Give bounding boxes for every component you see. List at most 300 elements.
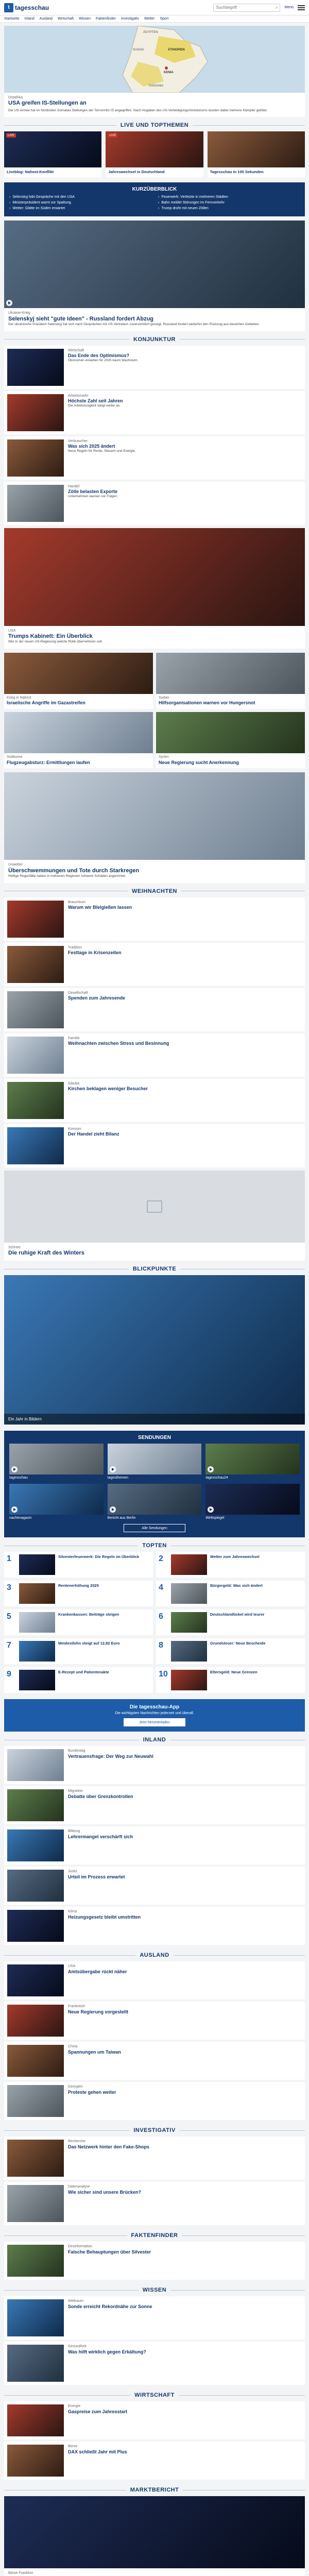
topten-rank: 10 [159, 1670, 168, 1679]
topten-image [171, 1554, 207, 1575]
grid-title[interactable]: Israelische Angriffe im Gazastreifen [7, 700, 85, 706]
nav-item-6[interactable]: Investigativ [121, 17, 139, 21]
teaser-title[interactable]: Gaspreise zum Jahresstart [68, 2409, 128, 2414]
nav-item-5[interactable]: Faktenfinder [96, 17, 116, 21]
teaser-kicker: Handel [68, 484, 80, 488]
grid-image [4, 712, 153, 753]
menu-label[interactable]: Menü [284, 6, 294, 9]
live-teaser[interactable] [106, 131, 203, 177]
kurz-item-label: Trump droht mit neuen Zöllen [161, 207, 209, 211]
teaser-image [7, 1964, 64, 1996]
teaser-kicker: Arbeitsmarkt [68, 394, 89, 398]
teaser-title[interactable]: Kirchen beklagen weniger Besucher [68, 1086, 148, 1092]
teaser-body [68, 946, 302, 983]
image-icon [147, 1200, 162, 1213]
teaser-kicker: Desinformation [68, 2245, 93, 2249]
bullet-icon: › [158, 207, 160, 211]
topten-item[interactable] [156, 1552, 305, 1578]
topten-image [19, 1641, 55, 1662]
logo[interactable] [4, 3, 49, 12]
show-teaser[interactable] [108, 1484, 202, 1520]
teaser-body [68, 2345, 302, 2382]
teaser-body [68, 2404, 302, 2436]
kurz-item[interactable] [9, 207, 151, 210]
grid-kicker: Südkorea [7, 755, 22, 759]
teaser-kicker: Wirtschaft [68, 348, 84, 352]
teaser-body [68, 2140, 302, 2177]
show-image [108, 1484, 202, 1515]
live-image [208, 131, 305, 167]
teaser-title[interactable]: Weihnachten zwischen Stress und Besinnung [68, 1041, 169, 1046]
list-item[interactable] [4, 482, 305, 525]
kurz-item-label: Feuerwerk: Verletzte in mehreren Städten [161, 195, 228, 199]
show-title[interactable]: tagesthemen [107, 1476, 129, 1480]
kurzueberblick-box [4, 182, 305, 216]
teaser-kicker: Recherche [68, 2140, 85, 2144]
live-row [4, 131, 305, 177]
teaser-kicker: Justiz [68, 1870, 77, 1874]
list-item[interactable] [4, 391, 305, 434]
topten-item[interactable] [156, 1609, 305, 1635]
section-faktenfinder-title: FAKTENFINDER [4, 2227, 305, 2242]
teaser-kicker: Tradition [68, 945, 82, 950]
list-item[interactable] [4, 436, 305, 480]
list-item[interactable] [4, 2342, 305, 2385]
grid-body [156, 753, 305, 768]
teaser-kicker: Migration [68, 1789, 83, 1793]
nav-item-7[interactable]: Wetter [144, 17, 155, 21]
teaser-title[interactable]: Festtage in Krisenzeiten [68, 950, 122, 956]
image-placeholder [4, 1171, 305, 1243]
show-title[interactable]: tagesschau [9, 1476, 28, 1480]
topten-title[interactable]: Rentenerhöhung 2025 [58, 1583, 99, 1588]
teaser-image [7, 439, 64, 477]
topten-rank: 2 [159, 1554, 163, 1564]
topten-image [171, 1670, 207, 1690]
teaser-text: Unternehmen warnen vor Folgen. [68, 494, 118, 498]
teaser-title[interactable]: Heizungsgesetz bleibt umstritten [68, 1914, 141, 1920]
grid-kicker: Syrien [159, 755, 169, 759]
grid-image [156, 653, 305, 694]
blickpunkte-caption: Ein Jahr in Bildern [4, 1414, 305, 1425]
list-item[interactable] [4, 2296, 305, 2340]
topten-rank: 9 [7, 1670, 11, 1679]
teaser-title[interactable]: Zölle belasten Exporte [68, 489, 118, 495]
rfk-teaser[interactable] [4, 528, 305, 649]
topten-title[interactable]: Silvesterfeuerwerk: Die Regeln im Überblick [58, 1554, 140, 1560]
lead-text: Die US-Armee hat im Nordosten Somalias Stellungen der Terrormiliz IS angegriffen. Nach Angaben des US-Verteidigungsministeriums wurden dabei mehrere Kämpfer getötet. [8, 108, 268, 112]
list-item[interactable] [4, 1124, 305, 1167]
teaser-title[interactable]: Was sich 2025 ändert [68, 444, 115, 449]
live-teaser[interactable] [208, 131, 305, 177]
teaser-title[interactable]: DAX schließt Jahr mit Plus [68, 2449, 127, 2454]
topten-image [19, 1612, 55, 1633]
topten-image [19, 1583, 55, 1604]
teaser-kicker: USA [68, 1964, 76, 1969]
topten-item[interactable] [4, 1667, 153, 1693]
list-item[interactable] [4, 2242, 305, 2280]
topten-rank: 7 [7, 1641, 11, 1650]
kurz-item[interactable] [9, 195, 151, 199]
teaser-kicker: Georgien [68, 2085, 83, 2089]
teaser-kicker: Brauchtum [68, 900, 85, 904]
show-teaser[interactable] [9, 1484, 104, 1520]
topten-item[interactable] [4, 1581, 153, 1606]
flood-teaser[interactable] [4, 772, 305, 883]
kurz-item-label: Wetter: Glätte im Süden erwartet [12, 207, 65, 211]
live-badge: LIVE [6, 133, 16, 138]
rfk-text: Wer in der neuen US-Regierung welche Rolle übernehmen soll. [8, 640, 103, 644]
show-image [108, 1444, 202, 1475]
teaser-body [68, 2085, 302, 2117]
nav-item-2[interactable]: Ausland [39, 17, 53, 21]
play-icon[interactable] [110, 1506, 116, 1513]
teaser-body [68, 1749, 302, 1781]
app-title: Die tagesschau-App [129, 1704, 180, 1710]
topten-title[interactable]: Wetter zum Jahreswechsel [210, 1554, 260, 1560]
teaser-title[interactable]: Das Netzwerk hinter den Fake-Shops [68, 2144, 150, 2149]
list-item[interactable] [4, 1907, 305, 1945]
map-label: ÄTHIOPIEN [168, 48, 185, 52]
topten-item[interactable] [156, 1638, 305, 1664]
teaser-kicker: Gesundheit [68, 2345, 87, 2349]
lead-kicker: Ostafrika [8, 96, 23, 99]
teaser-body [68, 1789, 302, 1821]
teaser-image [7, 2299, 64, 2336]
show-title[interactable]: Weltspiegel [205, 1516, 225, 1520]
lead-teaser[interactable] [4, 26, 305, 117]
play-icon[interactable] [6, 300, 12, 306]
teaser-title[interactable]: Neue Regierung vorgestellt [68, 2009, 129, 2014]
sendungen-title: SENDUNGEN [138, 1435, 171, 1441]
teaser-image [7, 1127, 64, 1164]
teaser-body [68, 1964, 302, 1996]
teaser-image [7, 2085, 64, 2117]
kurz-item[interactable] [158, 207, 300, 210]
topten-item[interactable] [4, 1638, 153, 1664]
teaser-image [7, 349, 64, 386]
grid-kicker: Krieg in Nahost [7, 696, 31, 700]
bullet-icon: › [9, 195, 11, 199]
section-inland-title: INLAND [4, 1732, 305, 1746]
topten-title[interactable]: E-Rezept und Patientenakte [58, 1670, 109, 1675]
teaser-image [7, 946, 64, 983]
section-topten-title: TOPTEN [4, 1537, 305, 1552]
list-item[interactable] [4, 2082, 305, 2120]
section-marktbericht-title: MARKTBERICHT [4, 2482, 305, 2496]
all-shows-button[interactable]: Alle Sendungen [124, 1524, 185, 1532]
teaser-body [68, 2005, 302, 2037]
grid-body [4, 694, 153, 709]
teaser-kicker: Datenanalyse [68, 2185, 90, 2189]
teaser-image [7, 1910, 64, 1942]
teaser-body [68, 2245, 302, 2277]
marktbericht-image [4, 2496, 305, 2568]
teaser-image [7, 1789, 64, 1821]
teaser-image [7, 1037, 64, 1074]
list-item[interactable] [4, 1079, 305, 1122]
teaser-kicker: China [68, 2045, 78, 2049]
marktbericht-teaser[interactable] [4, 2496, 305, 2576]
teaser-body [68, 439, 302, 477]
list-item[interactable] [4, 2182, 305, 2225]
teaser-title[interactable]: Höchste Zahl seit Jahren [68, 398, 123, 404]
teaser-kicker: Bundestag [68, 1749, 85, 1753]
teaser-image [7, 991, 64, 1028]
teaser-title[interactable]: Urteil im Prozess erwartet [68, 1874, 125, 1879]
app-download-button[interactable]: Jetzt herunterladen [124, 1718, 185, 1726]
show-title[interactable]: tagesschau24 [205, 1476, 228, 1480]
topten-item[interactable] [4, 1552, 153, 1578]
topten-rank: 5 [7, 1612, 11, 1621]
teaser-title[interactable]: Was hilft wirklich gegen Erkältung? [68, 2349, 146, 2354]
section-live-title: LIVE UND TOPTHEMEN [4, 117, 305, 131]
teaser-body [68, 2299, 302, 2336]
grid-title[interactable]: Hilfsorganisationen warnen vor Hungersnot [159, 700, 255, 706]
grid-teaser[interactable] [4, 653, 153, 709]
teaser-image [7, 485, 64, 522]
teaser-kicker: Klima [68, 1910, 77, 1914]
grid-title[interactable]: Neue Regierung sucht Anerkennung [159, 759, 239, 765]
grid-teaser[interactable] [4, 712, 153, 768]
topten-item[interactable] [4, 1609, 153, 1635]
topten-title[interactable]: Mindestlohn steigt auf 12,82 Euro [58, 1641, 120, 1646]
topten-image [19, 1554, 55, 1575]
lead-title[interactable]: USA greifen IS-Stellungen an [8, 100, 87, 107]
teaser-text: Die Arbeitslosigkeit steigt weiter an. [68, 403, 121, 408]
grid-title[interactable]: Flugzeugabsturz: Ermittlungen laufen [7, 759, 90, 765]
live-title[interactable]: Jahreswechsel in Deutschland [108, 170, 165, 175]
rfk-title[interactable]: Trumps Kabinett: Ein Überblick [8, 633, 93, 640]
teaser-image [7, 2445, 64, 2477]
top-text: Der ukrainische Präsident Selenskyj hat sich nach Gesprächen mit US-Vertretern zuversichtlich gezeigt. Russland fordert weiterhin den Rückzug aus besetzten Gebieten. [8, 322, 260, 326]
list-item[interactable] [4, 2002, 305, 2040]
list-item[interactable] [4, 943, 305, 986]
teaser-body [68, 394, 302, 431]
teaser-text: Neue Regeln für Rente, Steuern und Energie. [68, 449, 136, 453]
teaser-title[interactable]: Das Ende des Optimismus? [68, 353, 130, 359]
teaser-body [68, 2185, 302, 2222]
list-item[interactable] [4, 1867, 305, 1905]
list-item[interactable] [4, 2137, 305, 2180]
kurz-item-label: Selenskyj lobt Gespräche mit den USA [12, 195, 75, 199]
list-item[interactable] [4, 2401, 305, 2439]
show-title[interactable]: nachtmagazin [9, 1516, 32, 1520]
map-image [4, 26, 305, 93]
list-item[interactable] [4, 1746, 305, 1784]
play-icon[interactable] [11, 1506, 18, 1513]
teaser-kicker: Frankreich [68, 2005, 85, 2009]
top-story-image [4, 221, 305, 308]
teaser-title[interactable]: Wie sicher sind unsere Brücken? [68, 2189, 141, 2195]
topten-item[interactable] [156, 1581, 305, 1606]
section-ausland-title: AUSLAND [4, 1947, 305, 1961]
topten-title[interactable]: Grundsteuer: Neue Bescheide [210, 1641, 266, 1646]
teaser-title[interactable]: Debatte über Grenzkontrollen [68, 1793, 133, 1799]
section-blickpunkte-title: BLICKPUNKTE [4, 1261, 305, 1275]
nav-item-1[interactable]: Inland [24, 17, 35, 21]
play-icon[interactable] [208, 1506, 214, 1513]
topten-rank: 3 [7, 1583, 11, 1592]
live-image [4, 131, 101, 167]
list-item[interactable] [4, 988, 305, 1031]
topten-title[interactable]: Elterngeld: Neue Grenzen [210, 1670, 258, 1675]
show-teaser[interactable] [108, 1444, 202, 1480]
show-teaser[interactable] [9, 1444, 104, 1480]
teaser-image [7, 1870, 64, 1902]
list-item[interactable] [4, 346, 305, 389]
topten-image [171, 1612, 207, 1633]
play-icon[interactable] [11, 1466, 18, 1472]
map-label: TANSANIA [148, 84, 164, 88]
topten-title[interactable]: Krankenkassen: Beiträge steigen [58, 1612, 119, 1617]
teaser-image [7, 2140, 64, 2177]
nav-item-8[interactable]: Sport [160, 17, 169, 21]
topten-rank: 8 [159, 1641, 163, 1650]
show-image [9, 1444, 104, 1475]
topten-image [19, 1670, 55, 1690]
topten-image [171, 1583, 207, 1604]
logo-text: tagesschau [15, 4, 49, 11]
teaser-image [7, 2245, 64, 2277]
teaser-title[interactable]: Vertrauensfrage: Der Weg zur Neuwahl [68, 1753, 153, 1759]
list-item[interactable] [4, 1961, 305, 1999]
kurz-item-label: Bahn meldet Störungen im Fernverkehr [161, 201, 225, 205]
show-teaser[interactable] [205, 1484, 300, 1520]
snow-title[interactable]: Die ruhige Kraft des Winters [8, 1250, 84, 1257]
teaser-title[interactable]: Spannungen um Taiwan [68, 2049, 121, 2055]
list-item[interactable] [4, 897, 305, 941]
search-icon: ⌕ [276, 5, 278, 10]
list-item[interactable] [4, 2042, 305, 2080]
play-icon[interactable] [110, 1466, 116, 1472]
teaser-text: Ökonomen erwarten für 2025 kaum Wachstum. [68, 358, 139, 362]
app-promo [4, 1699, 305, 1732]
teaser-title[interactable]: Der Handel zieht Bilanz [68, 1131, 119, 1137]
search-input[interactable] [213, 4, 280, 12]
grid-teaser[interactable] [156, 653, 305, 709]
main-nav [0, 15, 309, 23]
teaser-image [7, 2005, 64, 2037]
live-badge: LIVE [108, 133, 117, 138]
teaser-body [68, 349, 302, 386]
section-weihnachten-title: WEIHNACHTEN [4, 883, 305, 897]
teaser-kicker: Gesellschaft [68, 991, 88, 995]
play-icon[interactable] [208, 1466, 214, 1472]
bullet-icon: › [9, 201, 11, 205]
grid-kicker: Sudan [159, 696, 169, 700]
teaser-kicker: Weltraum [68, 2299, 83, 2303]
grid-teaser[interactable] [156, 712, 305, 768]
top-story[interactable] [4, 221, 305, 331]
nav-item-4[interactable]: Wissen [79, 17, 91, 21]
bullet-icon: › [158, 201, 160, 205]
show-image [205, 1484, 300, 1515]
show-teaser[interactable] [205, 1444, 300, 1480]
top-title[interactable]: Selenskyj sieht "gute Ideen" - Russland fordert Abzug [8, 315, 154, 322]
live-title[interactable]: Tagesschau in 100 Sekunden [210, 170, 264, 175]
teaser-kicker: Konsum [68, 1127, 81, 1131]
teaser-title[interactable]: Warum wir Bleigießen lassen [68, 905, 132, 910]
teaser-title[interactable]: Sonde erreicht Rekordnähe zur Sonne [68, 2303, 152, 2309]
section-investigativ-title: INVESTIGATIV [4, 2122, 305, 2137]
grid-image [4, 653, 153, 694]
topten-rank: 4 [159, 1583, 163, 1592]
show-title[interactable]: Bericht aus Berlin [107, 1516, 136, 1520]
nav-item-3[interactable]: Wirtschaft [57, 17, 74, 21]
list-item[interactable] [4, 1786, 305, 1824]
kurz-item[interactable] [158, 195, 300, 199]
teaser-image [7, 2345, 64, 2382]
teaser-image [7, 1829, 64, 1861]
teaser-kicker: Familie [68, 1036, 80, 1040]
teaser-kicker: Bildung [68, 1829, 80, 1834]
teaser-image [7, 394, 64, 431]
kurz-item[interactable] [158, 201, 300, 205]
teaser-image [7, 2045, 64, 2077]
blickpunkte-image[interactable] [4, 1275, 305, 1425]
top-kicker: Ukraine-Krieg [8, 311, 30, 315]
list-item[interactable] [4, 1826, 305, 1865]
marktbericht-kicker: Börse Frankfurt [8, 2571, 33, 2575]
topten-title[interactable]: Bürgergeld: Was sich ändert [210, 1583, 263, 1588]
flood-title[interactable]: Überschwemmungen und Tote durch Starkregen [8, 867, 140, 874]
list-item[interactable] [4, 1033, 305, 1077]
topten-title[interactable]: Deutschlandticket wird teurer [210, 1612, 265, 1617]
teaser-title[interactable]: Lehrermangel verschärft sich [68, 1834, 133, 1839]
snow-teaser[interactable] [4, 1171, 305, 1261]
live-image [106, 131, 203, 167]
topten-image [171, 1641, 207, 1662]
teaser-image [7, 901, 64, 938]
flood-kicker: Unwetter [8, 863, 23, 867]
live-teaser[interactable] [4, 131, 101, 177]
teaser-body [68, 1082, 302, 1119]
teaser-kicker: Verbraucher [68, 439, 88, 443]
menu-icon[interactable] [298, 5, 305, 10]
bullet-icon: › [9, 207, 11, 211]
show-image [205, 1444, 300, 1475]
teaser-body [68, 1870, 302, 1902]
app-text: Die wichtigsten Nachrichten jederzeit und überall. [115, 1711, 194, 1716]
search-placeholder: Suchbegriff [216, 5, 237, 10]
teaser-kicker: Energie [68, 2404, 81, 2409]
teaser-body [68, 1829, 302, 1861]
grid-body [4, 753, 153, 768]
snow-kicker: Schnee [8, 1245, 21, 1249]
list-item[interactable] [4, 2442, 305, 2480]
topten-item[interactable] [156, 1667, 305, 1693]
teaser-body [68, 1127, 302, 1164]
teaser-title[interactable]: Proteste gehen weiter [68, 2089, 116, 2095]
teaser-title[interactable]: Amtsübergabe rückt näher [68, 1969, 127, 1974]
kurz-item[interactable] [9, 201, 151, 205]
section-wirtschaft-title: WIRTSCHAFT [4, 2387, 305, 2401]
teaser-title[interactable]: Falsche Behauptungen über Silvester [68, 2249, 151, 2255]
map-label: KENIA [164, 71, 174, 74]
topten-rank: 6 [159, 1612, 163, 1621]
live-title[interactable]: Liveblog: Nahost-Konflikt [7, 170, 54, 175]
nav-item-0[interactable]: Startseite [4, 17, 20, 21]
teaser-body [68, 1037, 302, 1074]
map-label: SUDAN [133, 48, 144, 52]
teaser-image [7, 1082, 64, 1119]
teaser-title[interactable]: Spenden zum Jahresende [68, 995, 126, 1001]
teaser-kicker: Glaube [68, 1081, 80, 1086]
teaser-image [7, 1749, 64, 1781]
show-image [9, 1484, 104, 1515]
rfk-image [4, 528, 305, 626]
